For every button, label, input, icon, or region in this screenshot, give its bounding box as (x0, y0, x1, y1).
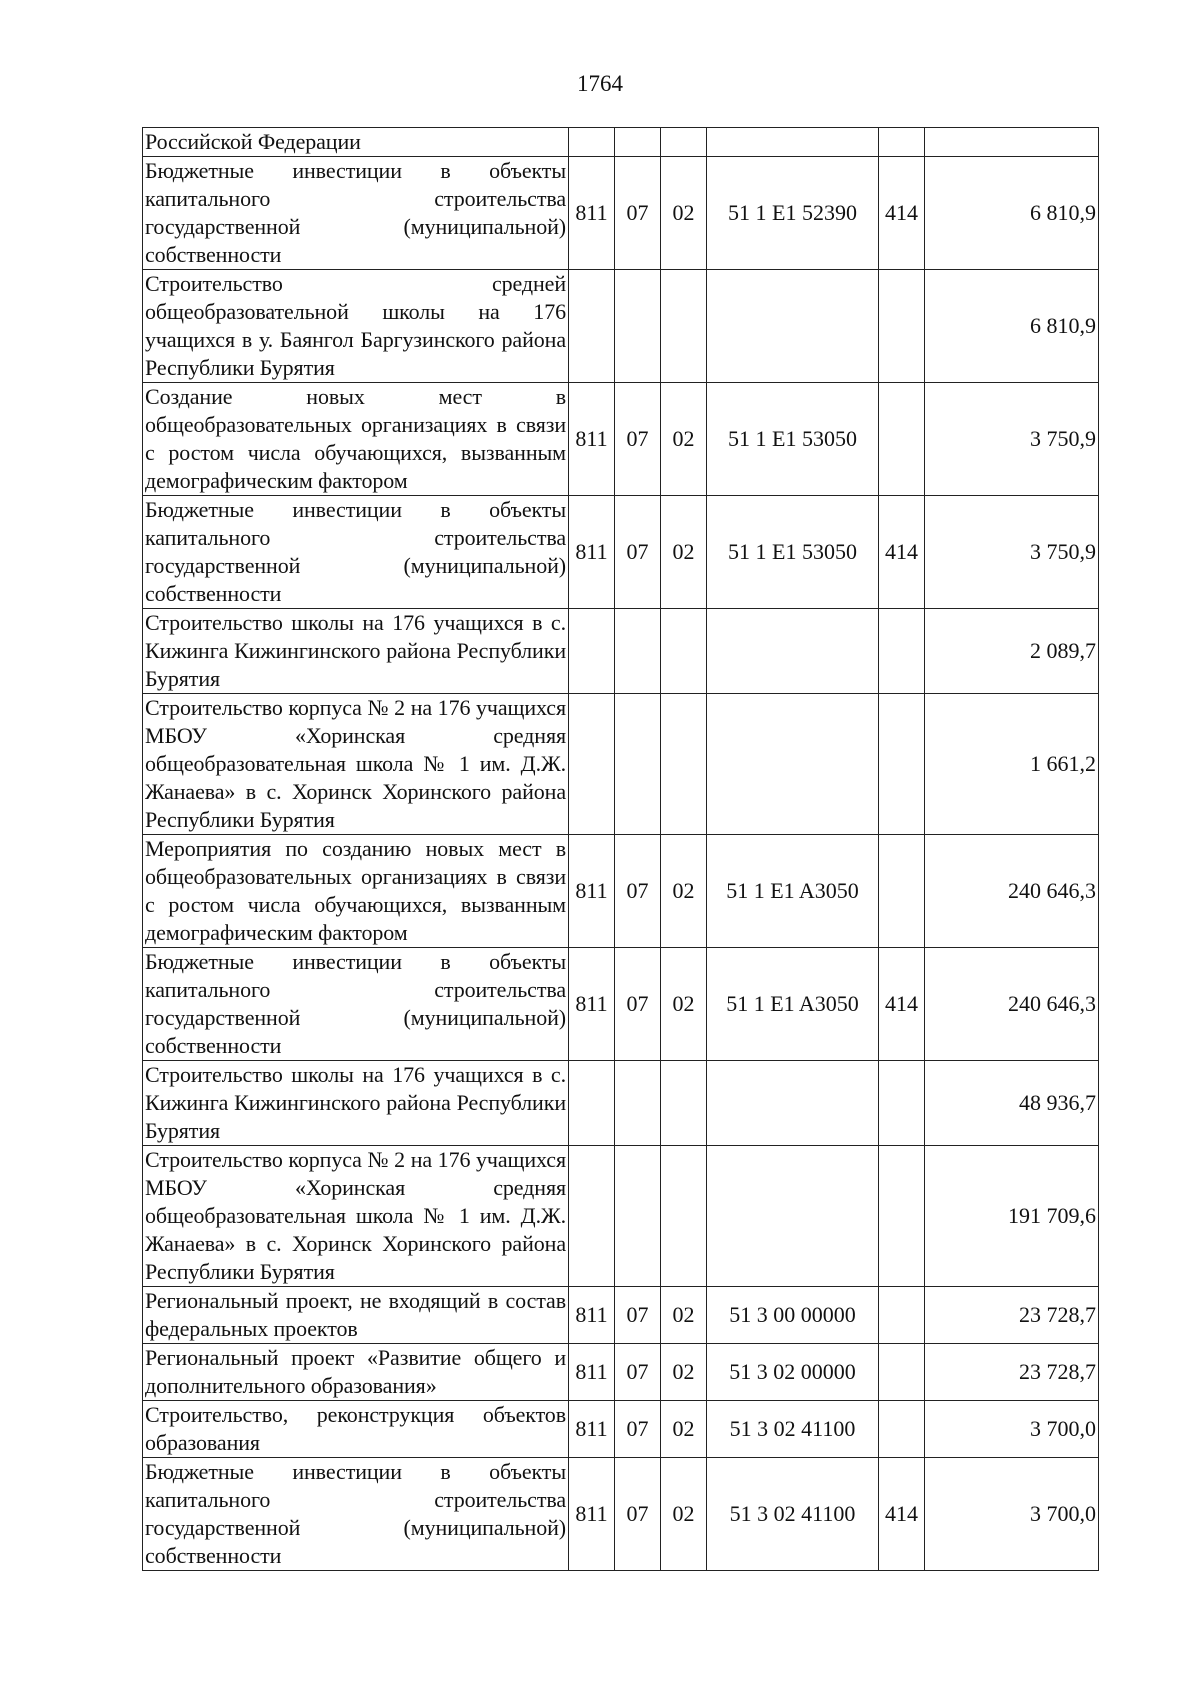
row-sum: 3 750,9 (925, 496, 1099, 609)
row-expense-type (879, 1344, 925, 1401)
row-name: Бюджетные инвестиции в объекты капитального строительства государственной (муниципальной) собственности (143, 1458, 569, 1571)
row-admin-code (569, 1061, 615, 1146)
row-admin-code: 811 (569, 1401, 615, 1458)
row-sum: 191 709,6 (925, 1146, 1099, 1287)
table-row (143, 948, 1099, 1061)
row-target-code (707, 1146, 879, 1287)
row-section-code: 07 (615, 1401, 661, 1458)
row-section-code: 07 (615, 1458, 661, 1571)
row-name: Строительство школы на 176 учащихся в с. Кижинга Кижингинского района Республики Бурятия (143, 609, 569, 694)
row-expense-type: 414 (879, 496, 925, 609)
row-name: Создание новых мест в общеобразовательных организациях в связи с ростом числа обучающихся, вызванным демографическим фактором (143, 383, 569, 496)
row-subsection-code: 02 (661, 835, 707, 948)
row-section-code: 07 (615, 157, 661, 270)
row-expense-type (879, 1401, 925, 1458)
row-subsection-code: 02 (661, 157, 707, 270)
row-target-code: 51 3 00 00000 (707, 1287, 879, 1344)
row-name: Строительство корпуса № 2 на 176 учащихся МБОУ «Хоринская средняя общеобразовательная школа № 1 им. Д.Ж. Жанаева» в с. Хоринск Хоринского района Республики Бурятия (143, 1146, 569, 1287)
row-sum: 240 646,3 (925, 835, 1099, 948)
row-section-code (615, 1146, 661, 1287)
row-sum: 6 810,9 (925, 270, 1099, 383)
row-subsection-code: 02 (661, 1287, 707, 1344)
row-name: Российской Федерации (143, 128, 569, 157)
row-section-code (615, 128, 661, 157)
row-admin-code: 811 (569, 496, 615, 609)
row-sum: 6 810,9 (925, 157, 1099, 270)
row-expense-type (879, 383, 925, 496)
row-sum: 3 700,0 (925, 1401, 1099, 1458)
row-section-code (615, 1061, 661, 1146)
row-section-code: 07 (615, 383, 661, 496)
table-row (143, 1458, 1099, 1571)
row-target-code (707, 609, 879, 694)
row-section-code: 07 (615, 496, 661, 609)
page-number: 1764 (577, 71, 623, 96)
table-row (143, 270, 1099, 383)
row-expense-type (879, 128, 925, 157)
budget-table (142, 127, 1099, 1571)
row-expense-type: 414 (879, 157, 925, 270)
row-section-code (615, 694, 661, 835)
row-admin-code: 811 (569, 1287, 615, 1344)
row-subsection-code: 02 (661, 1458, 707, 1571)
row-expense-type (879, 694, 925, 835)
row-admin-code: 811 (569, 383, 615, 496)
row-admin-code: 811 (569, 1344, 615, 1401)
row-sum: 48 936,7 (925, 1061, 1099, 1146)
row-expense-type: 414 (879, 1458, 925, 1571)
row-name: Бюджетные инвестиции в объекты капитального строительства государственной (муниципальной) собственности (143, 157, 569, 270)
table-row (143, 1287, 1099, 1344)
row-sum: 1 661,2 (925, 694, 1099, 835)
row-sum: 23 728,7 (925, 1344, 1099, 1401)
table-row (143, 383, 1099, 496)
table-row (143, 1401, 1099, 1458)
row-admin-code (569, 1146, 615, 1287)
row-name: Строительство средней общеобразовательной школы на 176 учащихся в у. Баянгол Баргузинского района Республики Бурятия (143, 270, 569, 383)
row-admin-code (569, 128, 615, 157)
row-target-code: 51 1 E1 53050 (707, 496, 879, 609)
row-target-code (707, 694, 879, 835)
row-admin-code (569, 270, 615, 383)
table-row (143, 694, 1099, 835)
row-target-code: 51 1 E1 52390 (707, 157, 879, 270)
row-target-code (707, 270, 879, 383)
row-sum: 3 750,9 (925, 383, 1099, 496)
row-name: Бюджетные инвестиции в объекты капитального строительства государственной (муниципальной) собственности (143, 496, 569, 609)
row-subsection-code (661, 1146, 707, 1287)
row-subsection-code: 02 (661, 1401, 707, 1458)
table-row (143, 1146, 1099, 1287)
row-name: Бюджетные инвестиции в объекты капитального строительства государственной (муниципальной) собственности (143, 948, 569, 1061)
row-name: Строительство корпуса № 2 на 176 учащихся МБОУ «Хоринская средняя общеобразовательная школа № 1 им. Д.Ж. Жанаева» в с. Хоринск Хоринского района Республики Бурятия (143, 694, 569, 835)
row-sum: 23 728,7 (925, 1287, 1099, 1344)
row-section-code: 07 (615, 835, 661, 948)
row-target-code: 51 1 E1 A3050 (707, 835, 879, 948)
row-section-code: 07 (615, 1344, 661, 1401)
row-target-code: 51 3 02 41100 (707, 1458, 879, 1571)
row-name: Мероприятия по созданию новых мест в общеобразовательных организациях в связи с ростом числа обучающихся, вызванным демографическим фактором (143, 835, 569, 948)
row-section-code: 07 (615, 948, 661, 1061)
row-sum (925, 128, 1099, 157)
row-section-code (615, 609, 661, 694)
row-subsection-code: 02 (661, 1344, 707, 1401)
table-row (143, 496, 1099, 609)
row-name: Региональный проект, не входящий в состав федеральных проектов (143, 1287, 569, 1344)
row-subsection-code (661, 1061, 707, 1146)
row-name: Региональный проект «Развитие общего и дополнительного образования» (143, 1344, 569, 1401)
row-admin-code (569, 694, 615, 835)
row-expense-type (879, 270, 925, 383)
table-row (143, 1061, 1099, 1146)
row-expense-type: 414 (879, 948, 925, 1061)
row-target-code: 51 1 E1 A3050 (707, 948, 879, 1061)
row-expense-type (879, 835, 925, 948)
row-expense-type (879, 1287, 925, 1344)
row-target-code: 51 3 02 00000 (707, 1344, 879, 1401)
table-row (143, 128, 1099, 157)
row-sum: 2 089,7 (925, 609, 1099, 694)
row-subsection-code: 02 (661, 383, 707, 496)
row-admin-code: 811 (569, 157, 615, 270)
row-section-code: 07 (615, 1287, 661, 1344)
row-section-code (615, 270, 661, 383)
row-target-code: 51 1 E1 53050 (707, 383, 879, 496)
row-admin-code: 811 (569, 948, 615, 1061)
row-subsection-code: 02 (661, 496, 707, 609)
row-sum: 3 700,0 (925, 1458, 1099, 1571)
row-target-code (707, 128, 879, 157)
table-row (143, 157, 1099, 270)
row-admin-code: 811 (569, 1458, 615, 1571)
table-row (143, 609, 1099, 694)
row-target-code: 51 3 02 41100 (707, 1401, 879, 1458)
row-expense-type (879, 1061, 925, 1146)
row-admin-code (569, 609, 615, 694)
row-subsection-code (661, 270, 707, 383)
row-subsection-code (661, 694, 707, 835)
row-subsection-code (661, 128, 707, 157)
table-row (143, 1344, 1099, 1401)
row-target-code (707, 1061, 879, 1146)
row-expense-type (879, 1146, 925, 1287)
row-sum: 240 646,3 (925, 948, 1099, 1061)
row-expense-type (879, 609, 925, 694)
table-row (143, 835, 1099, 948)
row-name: Строительство, реконструкция объектов образования (143, 1401, 569, 1458)
row-subsection-code: 02 (661, 948, 707, 1061)
row-admin-code: 811 (569, 835, 615, 948)
row-name: Строительство школы на 176 учащихся в с. Кижинга Кижингинского района Республики Бурятия (143, 1061, 569, 1146)
row-subsection-code (661, 609, 707, 694)
